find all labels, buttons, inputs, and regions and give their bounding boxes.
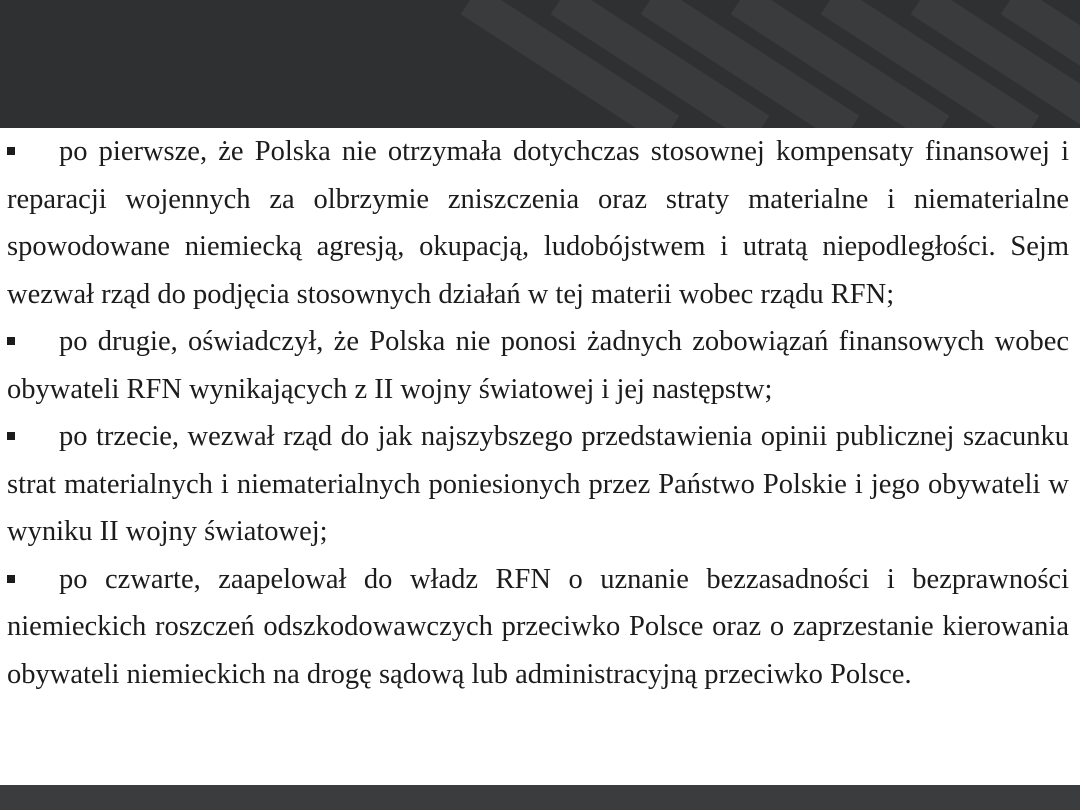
content-panel (0, 128, 1080, 785)
square-bullet-icon (7, 147, 15, 155)
list-item-text: po drugie, oświadczył, że Polska nie ponosi żadnych zobowiązań finansowych wobec obywateli RFN wynikających z II wojny światowej i jej następstw; (7, 326, 1069, 405)
list-item-text: po czwarte, zaapelował do władz RFN o uznanie bezzasadności i bezprawności niemieckich roszczeń odszkodowawczych przeciwko Polsce oraz o zaprzestanie kierowania obywateli niemieckich na drogę sądową lub administracyjną przeciwko Polsce. (7, 563, 1069, 690)
list-item (7, 413, 1069, 556)
square-bullet-icon (7, 432, 15, 440)
square-bullet-icon (7, 575, 15, 583)
list-item-text: po trzecie, wezwał rząd do jak najszybszego przedstawienia opinii publicznej szacunku strat materialnych i niematerialnych poniesionych przez Państwo Polskie i jego obywateli w wyniku II wojny światowej; (7, 421, 1069, 547)
list-item (7, 128, 1069, 318)
list-item (7, 556, 1069, 699)
square-bullet-icon (7, 337, 15, 345)
bottom-bar (0, 785, 1080, 810)
list-item-text: po pierwsze, że Polska nie otrzymała dotychczas stosownej kompensaty finansowej i reparacji wojennych za olbrzymie zniszczenia oraz straty materialne i niematerialne spowodowane niemiecką agresją, okupacją, ludobójstwem i utratą niepodległości. Sejm wezwał rząd do podjęcia stosownych działań w tej materii wobec rządu RFN; (7, 136, 1069, 310)
bullet-list (7, 128, 1069, 698)
list-item (7, 318, 1069, 413)
